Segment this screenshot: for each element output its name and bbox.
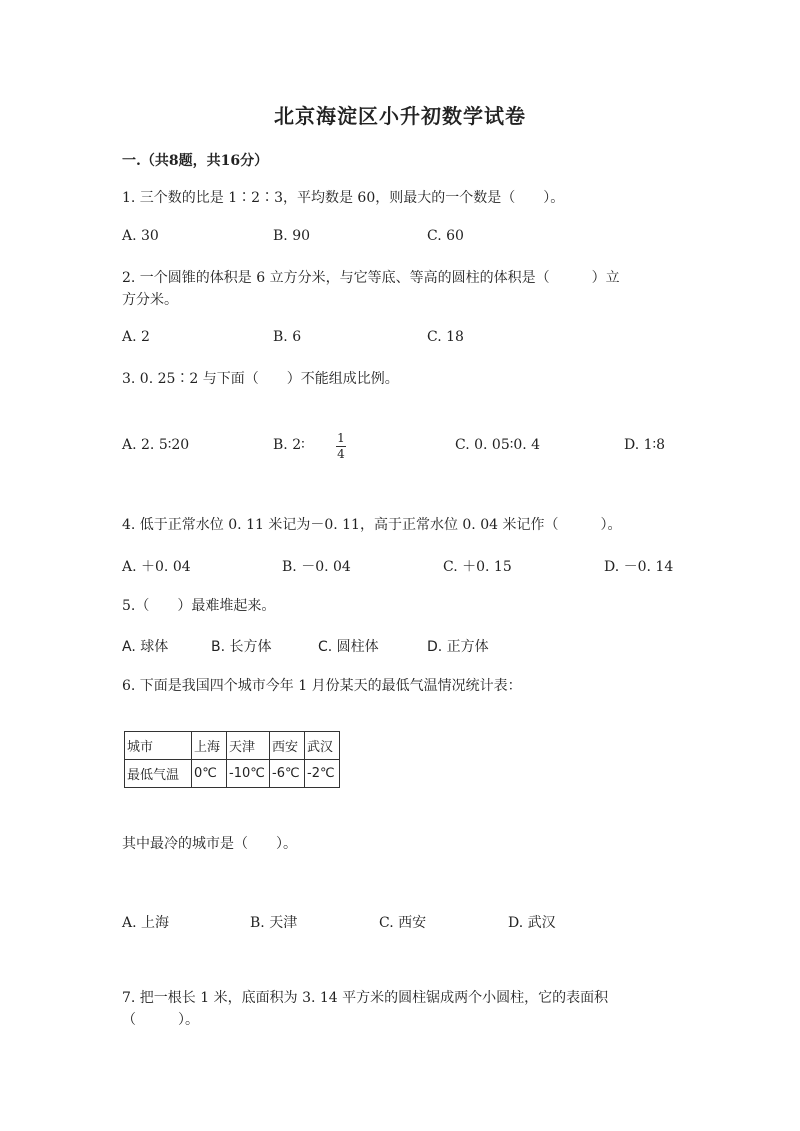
temperature-table <box>124 731 340 788</box>
question-6-text: 6. 下面是我国四个城市今年 1 月份某天的最低气温情况统计表： <box>122 678 522 694</box>
question-1-option-b[interactable]: B. 90 <box>273 228 311 244</box>
table-header-cell: 武汉 <box>305 732 340 760</box>
question-6-option-c[interactable]: C. 西安 <box>379 915 427 931</box>
fraction-denominator: 4 <box>337 447 345 461</box>
question-4-option-b[interactable]: B. －0. 04 <box>282 559 351 575</box>
question-6-subquestion: 其中最冷的城市是（ ）。 <box>122 836 297 852</box>
question-2-text-line2: 方分米。 <box>122 292 178 308</box>
table-cell: -6℃ <box>270 760 305 788</box>
question-6-option-a[interactable]: A. 上海 <box>122 915 170 931</box>
table-header-cell: 城市 <box>125 732 192 760</box>
question-2-text-line1: 2. 一个圆锥的体积是 6 立方分米，与它等底、等高的圆柱的体积是（ ）立 <box>122 270 620 286</box>
question-5-option-c[interactable]: C. 圆柱体 <box>318 639 379 655</box>
section-heading: 一.（共8题，共16分） <box>122 153 269 169</box>
question-2-option-c[interactable]: C. 18 <box>427 329 464 345</box>
question-1-option-a[interactable]: A. 30 <box>122 228 159 244</box>
question-6-option-b[interactable]: B. 天津 <box>250 915 298 931</box>
question-5-option-d[interactable]: D. 正方体 <box>427 639 489 655</box>
question-5-text: 5.（ ）最难堆起来。 <box>122 598 276 614</box>
question-5-option-a[interactable]: A. 球体 <box>122 639 169 655</box>
fraction-numerator: 1 <box>337 431 345 445</box>
question-3-option-a[interactable]: A. 2. 5∶20 <box>122 437 190 453</box>
question-3-option-d[interactable]: D. 1∶8 <box>624 437 666 453</box>
table-header-cell: 西安 <box>270 732 305 760</box>
question-4-option-d[interactable]: D. －0. 14 <box>604 559 674 575</box>
table-header-row <box>125 732 340 760</box>
question-4-option-c[interactable]: C. ＋0. 15 <box>443 559 512 575</box>
question-4-option-a[interactable]: A. ＋0. 04 <box>122 559 191 575</box>
question-2-option-b[interactable]: B. 6 <box>273 329 302 345</box>
table-cell: -2℃ <box>305 760 340 788</box>
table-header-cell: 天津 <box>227 732 270 760</box>
question-7-text-line2: （ ）。 <box>122 1012 199 1028</box>
table-header-cell: 上海 <box>192 732 227 760</box>
page-title: 北京海淀区小升初数学试卷 <box>274 104 526 128</box>
question-6-option-d[interactable]: D. 武汉 <box>508 915 556 931</box>
question-3-text: 3. 0. 25∶2 与下面（ ）不能组成比例。 <box>122 371 399 387</box>
table-row <box>125 760 340 788</box>
table-cell: 0℃ <box>192 760 227 788</box>
question-2-option-a[interactable]: A. 2 <box>122 329 150 345</box>
question-1-option-c[interactable]: C. 60 <box>427 228 464 244</box>
question-7-text-line1: 7. 把一根长 1 米，底面积为 3. 14 平方米的圆柱锯成两个小圆柱，它的表面积 <box>122 990 609 1006</box>
question-3-option-c[interactable]: C. 0. 05∶0. 4 <box>455 437 541 453</box>
question-5-option-b[interactable]: B. 长方体 <box>211 639 272 655</box>
question-4-text: 4. 低于正常水位 0. 11 米记为－0. 11，高于正常水位 0. 04 米记作（ ）。 <box>122 517 622 533</box>
table-cell: 最低气温 <box>125 760 192 788</box>
question-1-text: 1. 三个数的比是 1∶2∶3，平均数是 60，则最大的一个数是（ ）。 <box>122 190 565 206</box>
table-cell: -10℃ <box>227 760 270 788</box>
question-3-option-b[interactable]: B. 2∶ <box>273 437 305 453</box>
question-3-option-b-fraction <box>336 432 346 461</box>
